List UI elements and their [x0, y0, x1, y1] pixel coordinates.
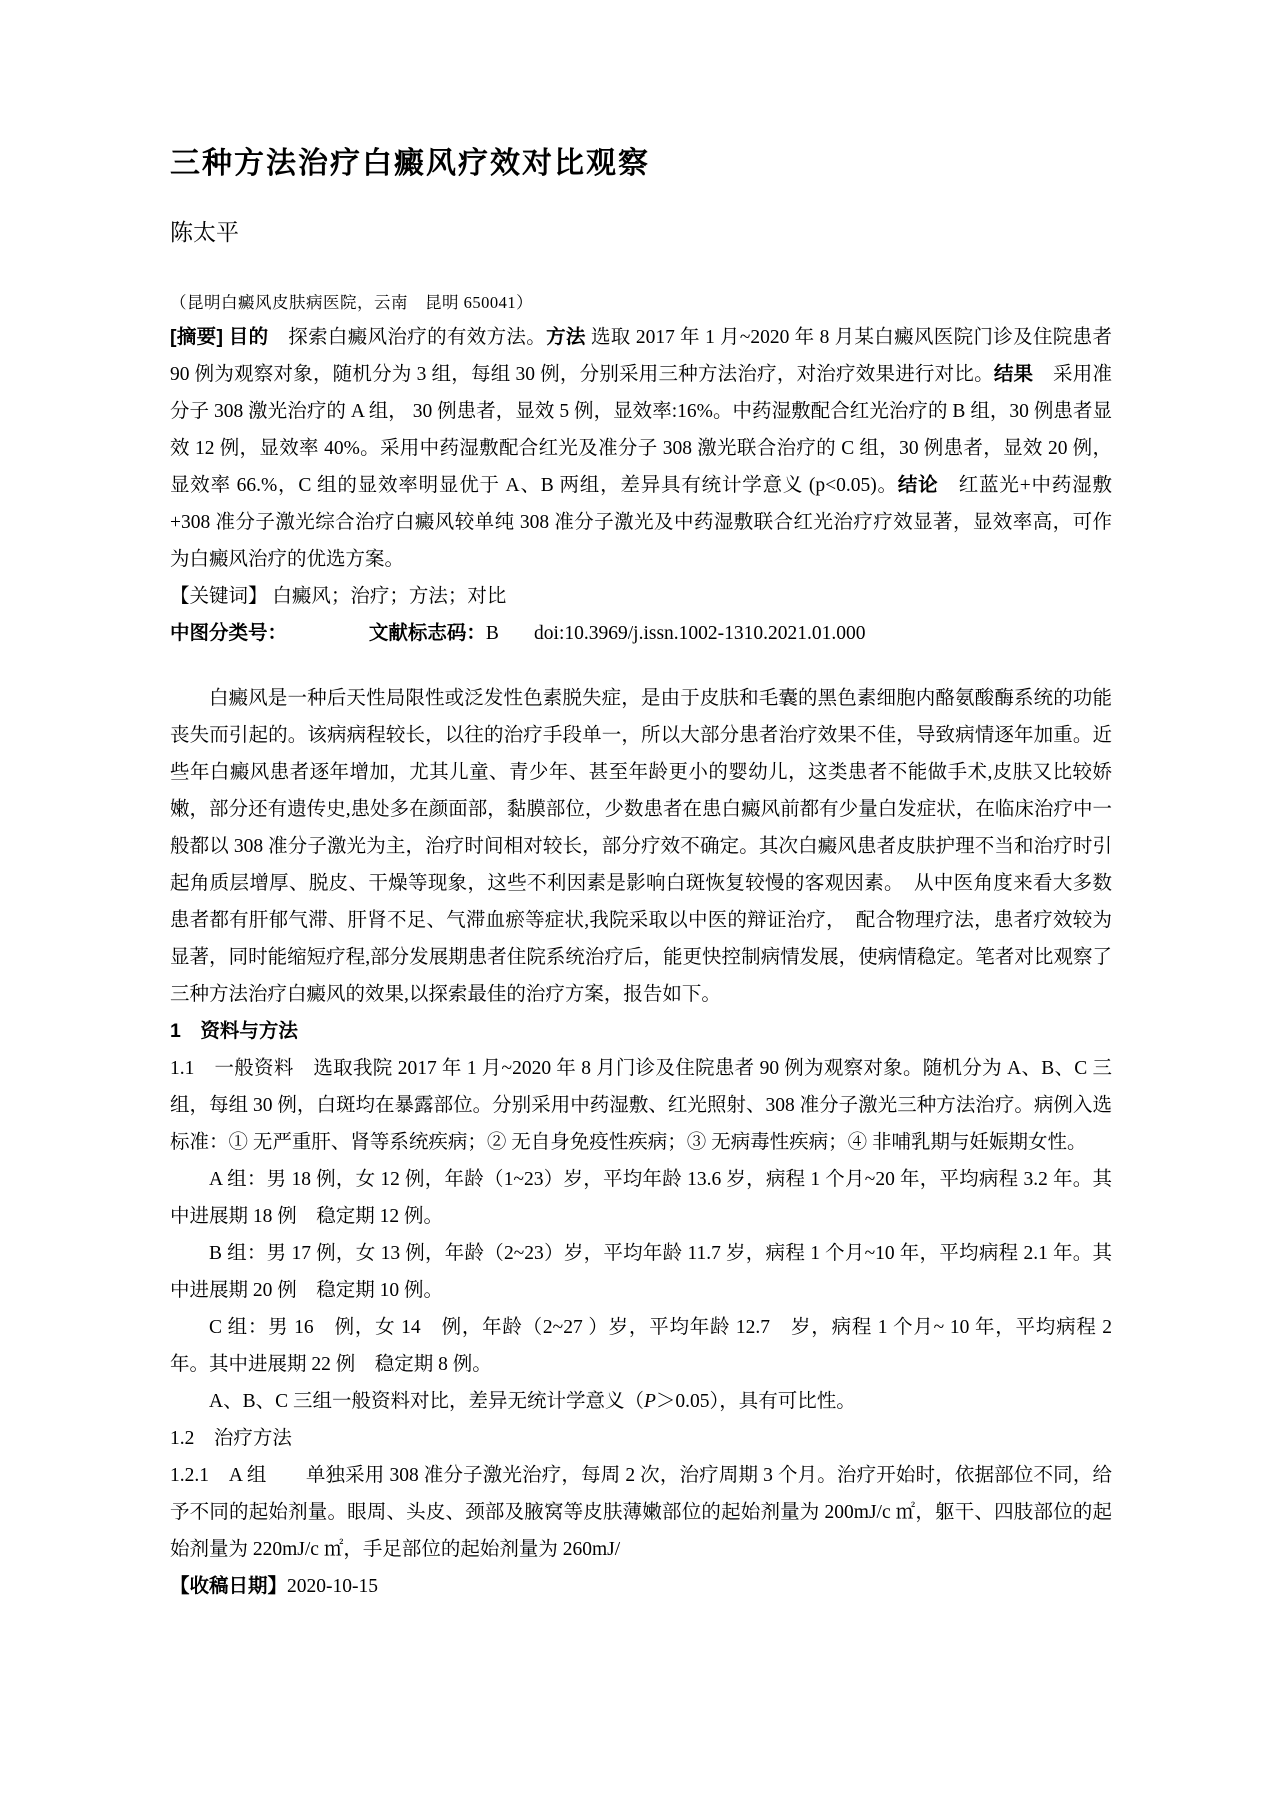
abstract-conclusion-label: 结论 [897, 474, 939, 496]
keywords-label: 【关键词】 [170, 586, 268, 607]
comparability-text-pre: A、B、C 三组一般资料对比，差异无统计学意义（ [209, 1391, 644, 1412]
comparability-p-symbol: P [643, 1391, 656, 1412]
abstract-objective-text: 探索白癜风治疗的有效方法。 [268, 327, 547, 348]
abstract-methods-label: 方法 [546, 326, 586, 348]
author-name: 陈太平 [170, 220, 239, 245]
received-date: 2020-10-15 [287, 1576, 379, 1597]
keywords-line [170, 578, 1112, 615]
section-1-1-text: 选取我院 2017 年 1 月~2020 年 8 月门诊及住院患者 90 例为观察对象。随机分为 A、B、C 三组，每组 30 例，白斑均在暴露部位。分别采用中药湿敷、红光照射、308 准分子激光三种方法治疗。病例入选标准：① 无严重肝、肾等系统疾病；② 无自身免疫性疾病；③ 无病毒性疾病；④ 非哺乳期与妊娠期女性。 [170, 1058, 1112, 1153]
abstract-conclusion-text: 红蓝光+中药湿敷+308 准分子激光综合治疗白癜风较单纯 308 准分子激光及中药湿敷联合红光治疗疗效显著，显效率高，可作为白癜风治疗的优选方案。 [170, 475, 1112, 570]
keywords-text: 白癜风；治疗；方法；对比 [267, 586, 507, 607]
section-1-2-1-label: 1.2.1 A 组 [170, 1465, 267, 1486]
abstract-results-label: 结果 [993, 363, 1034, 385]
abstract-label: [摘要] 目的 [170, 326, 269, 348]
section-1-heading: 1 资料与方法 [170, 1020, 298, 1042]
classification-line [170, 615, 1112, 652]
page-title: 三种方法治疗白癜风疗效对比观察 [170, 147, 650, 180]
abstract-methods-text: 选取 2017 年 1 月~2020 年 8 月某白癜风医院门诊及住院患者 90 例为观察对象，随机分为 3 组，每组 30 例，分别采用三种方法治疗，对治疗效果进行对比。 [170, 327, 1112, 385]
comparability-text-post: ＞0.05），具有可比性。 [655, 1391, 856, 1412]
section-1-2-heading: 1.2 治疗方法 [170, 1428, 292, 1449]
group-b-paragraph: B 组：男 17 例，女 13 例，年龄（2~23）岁，平均年龄 11.7 岁，病程 1 个月~10 年，平均病程 2.1 年。其中进展期 20 例 稳定期 10 例。 [170, 1243, 1112, 1301]
group-c-paragraph: C 组：男 16 例，女 14 例，年龄（2~27 ）岁，平均年龄 12.7 岁，病程 1 个月~ 10 年，平均病程 2 年。其中进展期 22 例 稳定期 8 例。 [170, 1317, 1112, 1375]
received-date-line [170, 1568, 1112, 1605]
intro-paragraph: 白癜风是一种后天性局限性或泛发性色素脱失症，是由于皮肤和毛囊的黑色素细胞内酪氨酸酶系统的功能丧失而引起的。该病病程较长，以往的治疗手段单一，所以大部分患者治疗效果不佳，导致病情逐年加重。近些年白癜风患者逐年增加，尤其儿童、青少年、甚至年龄更小的婴幼儿，这类患者不能做手术,皮肤又比较娇嫩，部分还有遗传史,患处多在颜面部，黏膜部位，少数患者在患白癜风前都有少量白发症状，在临床治疗中一般都以 308 准分子激光为主，治疗时间相对较长，部分疗效不确定。其次白癜风患者皮肤护理不当和治疗时引起角质层增厚、脱皮、干燥等现象，这些不利因素是影响白斑恢复较慢的客观因素。 从中医角度来看大多数患者都有肝郁气滞、肝肾不足、气滞血瘀等症状,我院采取以中医的辩证治疗， 配合物理疗法，患者疗效较为显著，同时能缩短疗程,部分发展期患者住院系统治疗后，能更快控制病情发展，使病情稳定。笔者对比观察了三种方法治疗白癜风的效果,以探索最佳的治疗方案，报告如下。 [170, 688, 1112, 1005]
clc-label: 中图分类号： [170, 622, 288, 644]
section-1-1-paragraph [170, 1050, 1112, 1161]
section-1-1-label: 1.1 一般资料 [170, 1058, 294, 1079]
abstract-paragraph [170, 319, 1112, 578]
doc-code-label: 文献标志码： [368, 622, 486, 644]
section-1-2-1-text: 单独采用 308 准分子激光治疗，每周 2 次，治疗周期 3 个月。治疗开始时，依据部位不同，给予不同的起始剂量。眼周、头皮、颈部及腋窝等皮肤薄嫩部位的起始剂量为 200mJ/c ㎡，躯干、四肢部位的起始剂量为 220mJ/c ㎡，手足部位的起始剂量为 260mJ/ [170, 1465, 1112, 1560]
doc-code-value: B [485, 623, 499, 644]
section-1-2-1-paragraph [170, 1457, 1112, 1568]
affiliation: （昆明白癜风皮肤病医院，云南 昆明 650041） [170, 293, 534, 312]
received-label: 【收稿日期】 [170, 1575, 288, 1597]
abstract-results-text: 采用准分子 308 激光治疗的 A 组， 30 例患者，显效 5 例，显效率:16%。中药湿敷配合红光治疗的 B 组，30 例患者显效 12 例，显效率 40%。采用中药湿敷配合红光及准分子 308 激光联合治疗的 C 组，30 例患者，显效 20 例，显效率 66.%，C 组的显效率明显优于 A、B 两组，差异具有统计学意义 (p<0.05)。 [170, 364, 1112, 496]
comparability-paragraph [170, 1383, 1112, 1420]
doi-text: doi:10.3969/j.issn.1002-1310.2021.01.000 [534, 623, 866, 644]
group-a-paragraph: A 组：男 18 例，女 12 例，年龄（1~23）岁，平均年龄 13.6 岁，病程 1 个月~20 年，平均病程 3.2 年。其中进展期 18 例 稳定期 12 例。 [170, 1169, 1112, 1227]
